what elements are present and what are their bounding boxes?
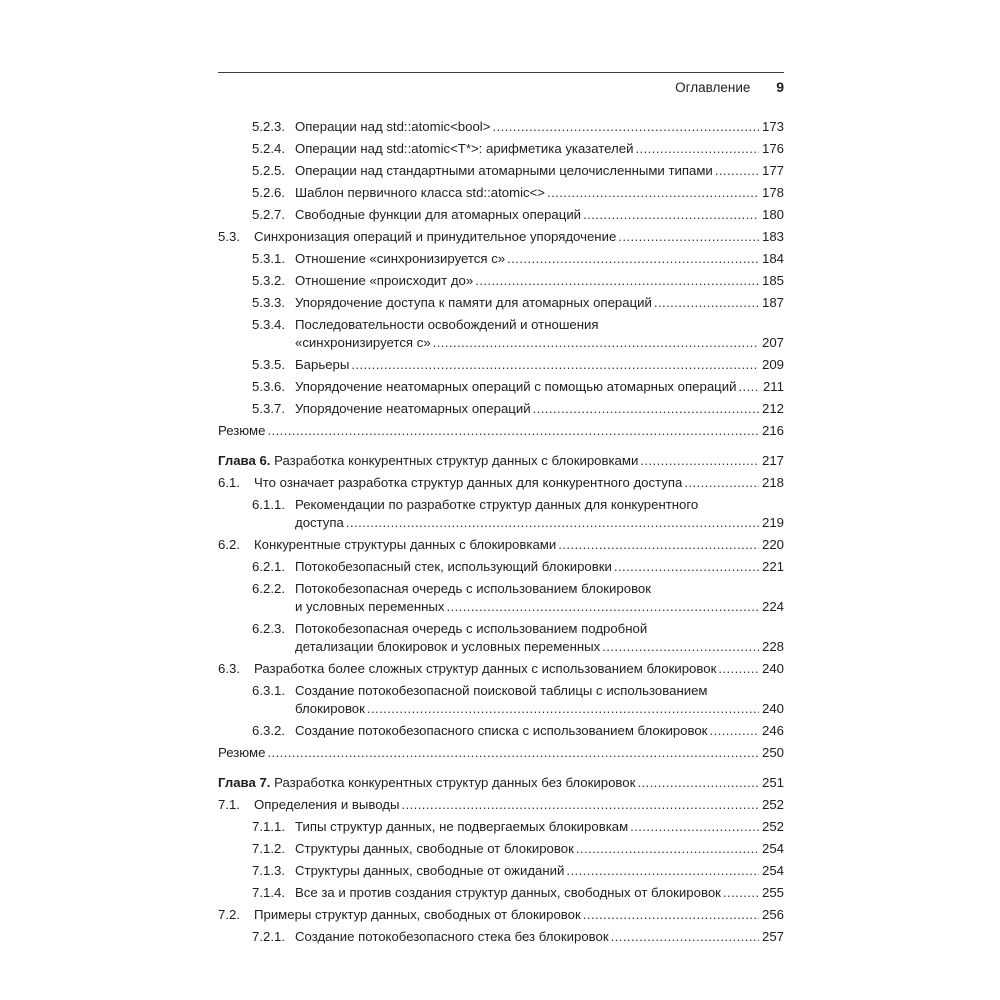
leader-dots <box>492 118 759 136</box>
leader-dots <box>583 206 759 224</box>
toc-entry-title: Все за и против создания структур данных, свободных от блокировок <box>295 885 721 900</box>
toc-entry-title: Создание потокобезопасной поисковой таблицы с использованием <box>295 683 708 698</box>
running-head <box>218 77 784 97</box>
toc-entry-title: Свободные функции для атомарных операций <box>295 207 582 222</box>
leader-dots <box>630 818 759 836</box>
toc-entry-number: 5.3.1. <box>252 251 285 266</box>
toc-entry-number: 5.3.2. <box>252 273 285 288</box>
toc-entry-title: Что означает разработка структур данных для конкурентного доступа <box>254 475 683 490</box>
toc-entry-title: Упорядочение неатомарных операций с помощью атомарных операций <box>295 379 737 394</box>
toc-entry-number: 5.3.3. <box>252 295 285 310</box>
toc-entry-page: 211 <box>762 379 784 394</box>
toc-entry-page: 246 <box>761 723 784 738</box>
toc-entry <box>218 248 784 270</box>
page-number: 9 <box>776 79 784 95</box>
toc-entry-title-continued: «синхронизируется с» <box>295 335 431 350</box>
chapter-number: Глава 7. <box>218 775 271 790</box>
toc-entry-title: Упорядочение неатомарных операций <box>295 401 531 416</box>
leader-dots <box>566 862 759 880</box>
toc-entry <box>218 860 784 882</box>
toc-entry-page: 252 <box>761 819 784 834</box>
toc-entry-page: 180 <box>761 207 784 222</box>
toc-entry <box>218 720 784 742</box>
toc-entry-number: 6.2. <box>218 537 240 552</box>
toc-entry-page: 216 <box>761 423 784 438</box>
leader-dots <box>684 474 759 492</box>
toc-entry-page: 255 <box>761 885 784 900</box>
toc-entry-page: 209 <box>761 357 784 372</box>
toc-entry <box>218 226 784 248</box>
leader-dots <box>401 796 759 814</box>
toc-entry-page: 257 <box>761 929 784 944</box>
toc-entry-title: Отношение «происходит до» <box>295 273 474 288</box>
toc-entry-title: Типы структур данных, не подвергаемых блокировкам <box>295 819 629 834</box>
toc-entry-title: Создание потокобезопасного стека без блокировок <box>295 929 609 944</box>
toc-entry <box>218 472 784 494</box>
toc-entry-title: Определения и выводы <box>254 797 400 812</box>
leader-dots <box>533 400 759 418</box>
leader-dots <box>618 228 759 246</box>
toc-entry-page: 207 <box>761 335 784 350</box>
leader-dots <box>715 162 759 180</box>
toc-entry-page: 252 <box>761 797 784 812</box>
toc-entry <box>218 160 784 182</box>
toc-entry <box>218 376 784 398</box>
toc-entry-page: 217 <box>761 453 784 468</box>
leader-dots <box>547 184 759 202</box>
toc-entry-number: 6.3.1. <box>252 683 285 698</box>
toc-entry-number: 5.3.4. <box>252 317 285 332</box>
toc-entry-number: 5.2.5. <box>252 163 285 178</box>
toc-entry-page: 178 <box>761 185 784 200</box>
leader-dots <box>611 928 759 946</box>
toc-entry-number: 7.2. <box>218 907 240 922</box>
toc-entry <box>218 116 784 138</box>
toc-entry-number: 7.1. <box>218 797 240 812</box>
toc-entry <box>218 556 784 578</box>
toc-entry-number: 6.3. <box>218 661 240 676</box>
toc-entry-title: Операции над std::atomic<bool> <box>295 119 491 134</box>
toc-entry-page: 185 <box>761 273 784 288</box>
toc-entry-title-continued: детализации блокировок и условных переменных <box>295 639 601 654</box>
leader-dots <box>614 558 759 576</box>
toc-entry-title: Структуры данных, свободные от ожиданий <box>295 863 565 878</box>
toc-entry-number: 5.3.5. <box>252 357 285 372</box>
toc-entry <box>218 292 784 314</box>
toc-entry-number: 5.2.6. <box>252 185 285 200</box>
toc-entry-number: 7.1.2. <box>252 841 285 856</box>
toc-entry-page: 177 <box>761 163 784 178</box>
toc-entry-title: Операции над стандартными атомарными целочисленными типами <box>295 163 713 178</box>
toc-entry-number: 6.1. <box>218 475 240 490</box>
leader-dots <box>718 660 759 678</box>
toc-entry <box>218 398 784 420</box>
toc-entry-number: 5.3.7. <box>252 401 285 416</box>
toc-entry <box>218 794 784 816</box>
table-of-contents <box>218 116 784 948</box>
toc-entry <box>218 816 784 838</box>
toc-entry <box>218 182 784 204</box>
toc-entry-number: 7.1.3. <box>252 863 285 878</box>
toc-entry-title: Синхронизация операций и принудительное упорядочение <box>254 229 617 244</box>
toc-entry-page: 221 <box>761 559 784 574</box>
toc-entry-number: 5.2.3. <box>252 119 285 134</box>
toc-entry-page: 212 <box>761 401 784 416</box>
toc-entry-title: Потокобезопасная очередь с использованием блокировок <box>295 581 652 596</box>
toc-entry-page: 187 <box>761 295 784 310</box>
toc-entry-title: Потокобезопасная очередь с использованием подробной <box>295 621 648 636</box>
toc-entry-title: Барьеры <box>295 357 350 372</box>
toc-entry-page: 183 <box>761 229 784 244</box>
running-head-title: Оглавление <box>675 80 751 95</box>
toc-entry-title: Отношение «синхронизируется с» <box>295 251 506 266</box>
toc-entry <box>218 578 784 618</box>
header-rule <box>218 72 784 73</box>
toc-entry-page: 254 <box>761 841 784 856</box>
toc-entry-title: Резюме <box>218 745 266 760</box>
toc-entry <box>218 926 784 948</box>
toc-entry <box>218 904 784 926</box>
toc-entry-title: Шаблон первичного класса std::atomic<> <box>295 185 545 200</box>
leader-dots <box>267 422 759 440</box>
toc-entry <box>218 138 784 160</box>
toc-entry-title: Резюме <box>218 423 266 438</box>
toc-entry-number: 5.3.6. <box>252 379 285 394</box>
leader-dots <box>709 722 759 740</box>
leader-dots <box>446 598 759 616</box>
leader-dots <box>723 884 759 902</box>
toc-entry-title-continued: блокировок <box>295 701 365 716</box>
leader-dots <box>635 140 759 158</box>
toc-entry-title: Разработка более сложных структур данных с использованием блокировок <box>254 661 717 676</box>
toc-entry <box>218 270 784 292</box>
toc-entry-title: Конкурентные структуры данных с блокировками <box>254 537 557 552</box>
toc-entry-number: 6.2.3. <box>252 621 285 636</box>
toc-entry-page: 220 <box>761 537 784 552</box>
toc-entry <box>218 494 784 534</box>
leader-dots <box>267 744 759 762</box>
leader-dots <box>738 378 760 396</box>
leader-dots <box>654 294 759 312</box>
chapter-number: Глава 6. <box>218 453 271 468</box>
toc-entry-page: 176 <box>761 141 784 156</box>
leader-dots <box>507 250 759 268</box>
toc-entry-title: Разработка конкурентных структур данных без блокировок <box>274 775 636 790</box>
toc-entry-title: Разработка конкурентных структур данных с блокировками <box>274 453 639 468</box>
leader-dots <box>346 514 759 532</box>
leader-dots <box>576 840 759 858</box>
toc-entry-number: 5.2.4. <box>252 141 285 156</box>
toc-entry <box>218 204 784 226</box>
toc-entry <box>218 618 784 658</box>
toc-entry-number: 5.3. <box>218 229 240 244</box>
toc-entry-page: 240 <box>761 661 784 676</box>
leader-dots <box>602 638 759 656</box>
toc-chapter-entry <box>218 772 784 794</box>
toc-entry-number: 5.2.7. <box>252 207 285 222</box>
toc-entry-page: 254 <box>761 863 784 878</box>
toc-entry-page: 251 <box>761 775 784 790</box>
toc-chapter-entry <box>218 450 784 472</box>
toc-entry-page: 228 <box>761 639 784 654</box>
leader-dots <box>637 774 759 792</box>
toc-entry-number: 7.1.1. <box>252 819 285 834</box>
toc-entry-title: Рекомендации по разработке структур данных для конкурентного <box>295 497 699 512</box>
toc-entry-number: 7.2.1. <box>252 929 285 944</box>
leader-dots <box>433 334 759 352</box>
toc-entry <box>218 680 784 720</box>
toc-entry-title: Создание потокобезопасного списка с использованием блокировок <box>295 723 708 738</box>
toc-entry-summary <box>218 420 784 442</box>
toc-entry-title-continued: доступа <box>295 515 344 530</box>
toc-entry-page: 218 <box>761 475 784 490</box>
toc-entry-page: 173 <box>761 119 784 134</box>
toc-entry-page: 256 <box>761 907 784 922</box>
toc-entry <box>218 882 784 904</box>
toc-entry-title: Операции над std::atomic<T*>: арифметика указателей <box>295 141 634 156</box>
toc-entry-title-continued: и условных переменных <box>295 599 445 614</box>
leader-dots <box>475 272 759 290</box>
toc-entry-page: 250 <box>761 745 784 760</box>
toc-entry <box>218 838 784 860</box>
leader-dots <box>640 452 759 470</box>
toc-entry-number: 7.1.4. <box>252 885 285 900</box>
toc-entry <box>218 658 784 680</box>
leader-dots <box>351 356 759 374</box>
toc-entry <box>218 314 784 354</box>
toc-entry-summary <box>218 742 784 764</box>
toc-entry-page: 219 <box>761 515 784 530</box>
toc-entry-title: Примеры структур данных, свободных от блокировок <box>254 907 581 922</box>
toc-entry-number: 6.3.2. <box>252 723 285 738</box>
toc-entry-number: 6.2.2. <box>252 581 285 596</box>
toc-entry-title: Потокобезопасный стек, использующий блокировки <box>295 559 612 574</box>
leader-dots <box>367 700 759 718</box>
leader-dots <box>583 906 759 924</box>
toc-entry-number: 6.2.1. <box>252 559 285 574</box>
leader-dots <box>558 536 759 554</box>
toc-entry-page: 240 <box>761 701 784 716</box>
toc-entry-title: Упорядочение доступа к памяти для атомарных операций <box>295 295 652 310</box>
toc-entry-number: 6.1.1. <box>252 497 285 512</box>
toc-entry-title: Структуры данных, свободные от блокировок <box>295 841 574 856</box>
toc-entry <box>218 354 784 376</box>
toc-entry <box>218 534 784 556</box>
toc-entry-title: Последовательности освобождений и отношения <box>295 317 599 332</box>
toc-entry-page: 224 <box>761 599 784 614</box>
toc-entry-page: 184 <box>761 251 784 266</box>
